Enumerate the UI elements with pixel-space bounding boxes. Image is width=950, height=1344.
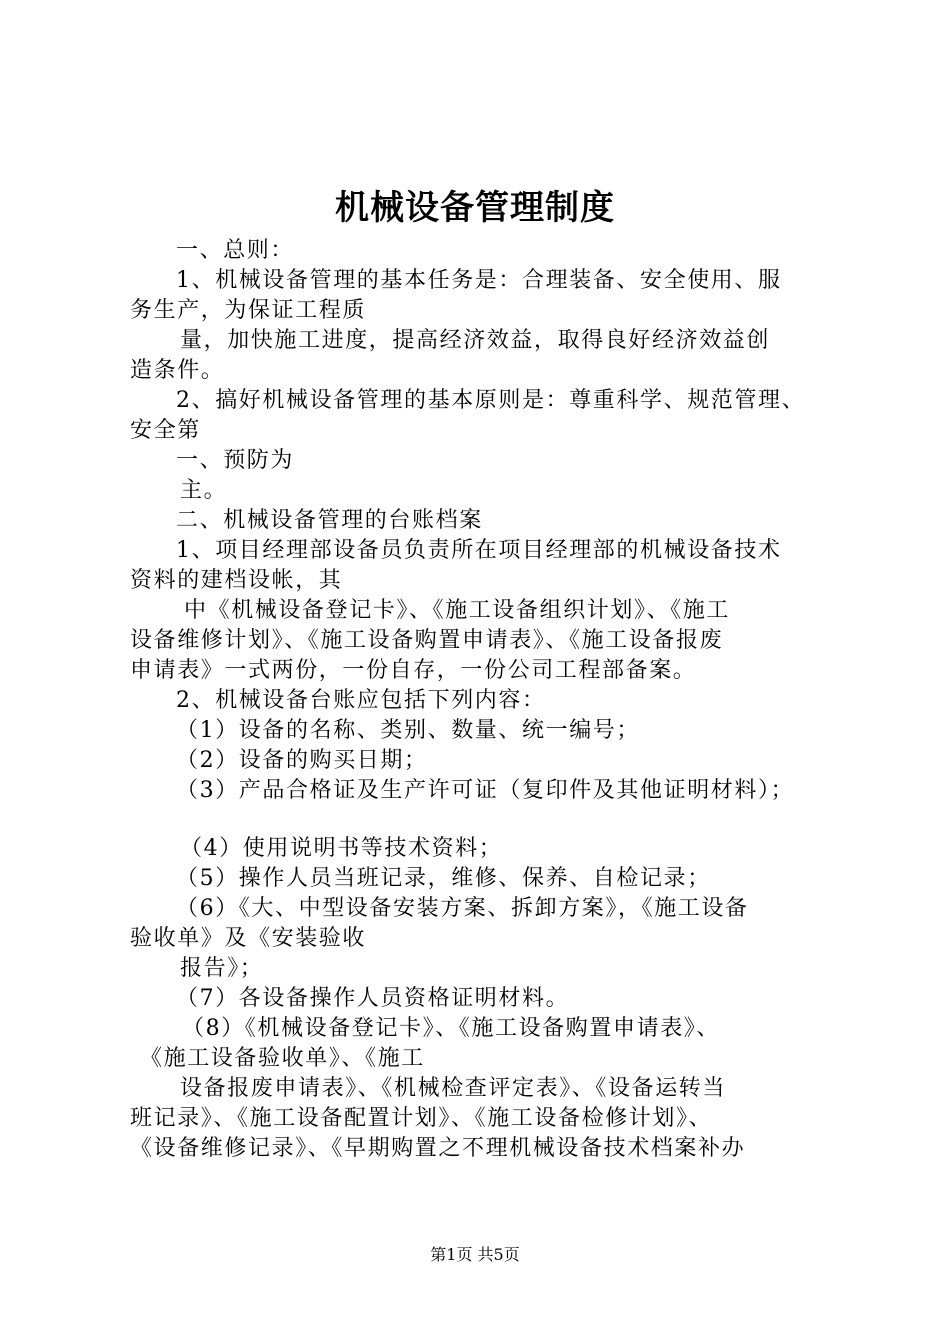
paragraph-line: 2、机械设备台账应包括下列内容： [176,688,546,713]
list-item: （3）产品合格证及生产许可证（复印件及其他证明材料）； [176,778,795,803]
list-item-continuation: 《施工设备验收单》、《施工 [140,1046,425,1071]
paragraph-line: 量，加快施工进度，提高经济效益，取得良好经济效益创 [180,328,771,353]
list-item: （7）各设备操作人员资格证明材料。 [176,986,570,1011]
paragraph-line: 主。 [180,478,228,503]
paragraph-line: 造条件。 [130,358,225,383]
list-item: （5）操作人员当班记录，维修、保养、自检记录； [176,866,711,891]
paragraph-line: 资料的建档设帐，其 [130,568,343,593]
section-heading-general: 一、总则： [176,238,295,263]
list-item: （1）设备的名称、类别、数量、统一编号； [176,718,640,743]
paragraph-line: 中《机械设备登记卡》、《施工设备组织计划》、《施工 [184,598,731,623]
list-item-continuation: 《设备维修记录》、《早期购置之不理机械设备技术档案补办 [130,1136,746,1161]
list-item-continuation: 班记录》、《施工设备配置计划》、《施工设备检修计划》、 [130,1106,713,1131]
paragraph-line: 一、预防为 [176,448,295,473]
blank-line [130,806,840,834]
list-item-continuation: 设备报废申请表》、《机械检查评定表》、《设备运转当 [180,1076,727,1101]
list-item: （2）设备的购买日期； [176,748,428,773]
paragraph-line: 务生产，为保证工程质 [130,298,367,323]
list-item-continuation: 报告》； [180,956,264,981]
document-title: 机械设备管理制度 [335,188,615,228]
list-item: （6）《大、中型设备安装方案、拆卸方案》，《施工设备 [176,896,749,921]
paragraph-line: 设备维修计划》、《施工设备购置申请表》、《施工设备报废 [130,628,724,653]
list-item-continuation: 验收单》及《安装验收 [130,926,367,951]
paragraph-line: 1、机械设备管理的基本任务是：合理装备、安全使用、服 [176,268,782,293]
paragraph-line: 2、搞好机械设备管理的基本原则是：尊重科学、规范管理、 [176,388,806,413]
paragraph-line: 申请表》一式两份，一份自存，一份公司工程部备案。 [130,658,697,683]
list-item: （8）《机械设备登记卡》、《施工设备购置申请表》、 [182,1016,720,1041]
list-item: （4）使用说明书等技术资料； [180,836,503,861]
document-body [130,236,840,1164]
paragraph-line: 1、项目经理部设备员负责所在项目经理部的机械设备技术 [176,538,782,563]
page-footer: 第1页 共5页 [430,1245,520,1264]
paragraph-line: 安全第 [130,418,201,443]
section-heading-ledger: 二、机械设备管理的台账档案 [176,508,483,533]
